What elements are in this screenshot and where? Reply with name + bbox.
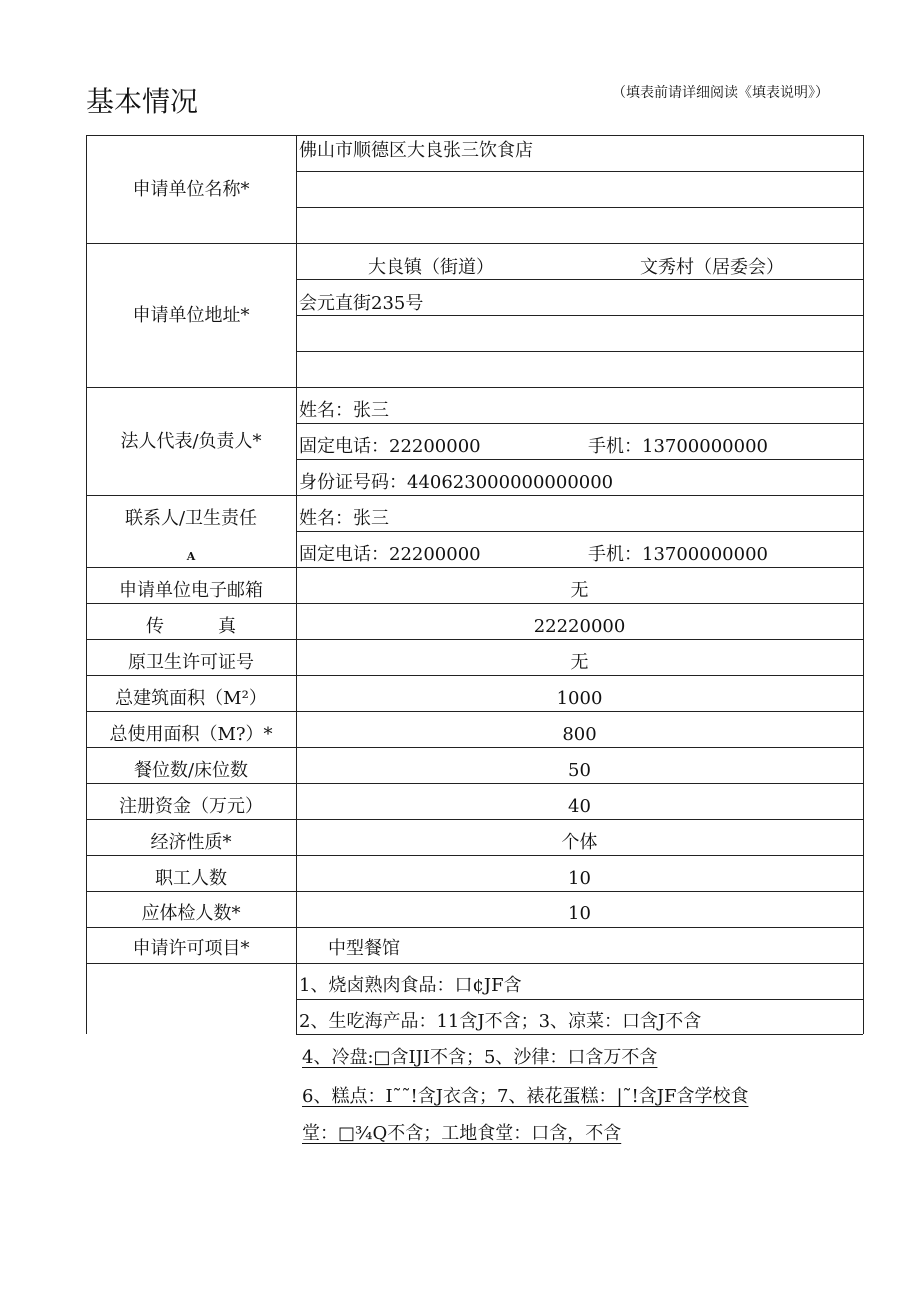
contact-label: 联系人/卫生责任 (124, 508, 258, 529)
applicant-name-value: 佛山市顺德区大良张三饮食店 (299, 140, 533, 161)
economic-type-label: 经济性质* (150, 832, 232, 853)
contact-label-suffix: A (186, 550, 196, 563)
item-line-1: 1、烧卤熟肉食品：口¢JF含 (299, 975, 522, 996)
capital-label: 注册资金（万元） (119, 796, 263, 817)
contact-name: 姓名：张三 (299, 508, 389, 529)
address-town: 大良镇（街道） (368, 257, 494, 278)
item-line-3: 4、冷盘:□含IJI不含；5、沙律：口含万不含 (302, 1047, 658, 1068)
checkup-count-label: 应体检人数* (141, 903, 241, 924)
email-value: 无 (570, 580, 589, 601)
old-license-label: 原卫生许可证号 (128, 652, 254, 673)
economic-type-value: 个体 (561, 832, 598, 853)
seats-value: 50 (568, 760, 591, 781)
usable-area-label: 总使用面积（M?）* (109, 724, 273, 745)
legal-rep-name: 姓名：张三 (299, 400, 389, 421)
staff-count-value: 10 (568, 868, 591, 889)
applicant-name-label: 申请单位名称* (132, 179, 250, 200)
applicant-address-label: 申请单位地址* (132, 305, 250, 326)
legal-rep-phone: 固定电话：22200000 (299, 436, 481, 457)
permit-label: 申请许可项目* (132, 938, 250, 959)
seats-label: 餐位数/床位数 (133, 760, 249, 781)
address-street: 会元直街235号 (299, 293, 424, 314)
item-line-2: 2、生吃海产品：11含J不含；3、凉菜：口含J不含 (299, 1011, 702, 1032)
capital-value: 40 (568, 796, 591, 817)
address-village: 文秀村（居委会） (640, 257, 784, 278)
staff-count-label: 职工人数 (155, 868, 227, 889)
item-line-4: 6、糕点：I˜˜!含J衣含；7、裱花蛋糕：|˜!含JF含学校食 (302, 1086, 749, 1107)
page-title: 基本情况 (86, 85, 199, 118)
old-license-value: 无 (570, 652, 589, 673)
permit-value: 中型餐馆 (328, 938, 400, 959)
fill-instruction-note: （填表前请详细阅读《填表说明》） (612, 85, 829, 101)
legal-rep-mobile: 手机：13700000000 (588, 436, 768, 457)
fax-value: 22220000 (533, 616, 626, 637)
contact-phone: 固定电话：22200000 (299, 544, 481, 565)
fax-label: 传 真 (146, 616, 236, 637)
legal-rep-label: 法人代表/负责人* (120, 431, 262, 452)
checkup-count-value: 10 (568, 903, 591, 924)
building-area-label: 总建筑面积（M²） (115, 688, 267, 709)
contact-mobile: 手机：13700000000 (588, 544, 768, 565)
usable-area-value: 800 (562, 724, 597, 745)
email-label: 申请单位电子邮箱 (119, 580, 263, 601)
legal-rep-id: 身份证号码：440623000000000000 (299, 472, 614, 493)
item-line-5: 堂：□¾Q不含；工地食堂：口含，不含 (302, 1123, 622, 1144)
building-area-value: 1000 (556, 688, 603, 709)
